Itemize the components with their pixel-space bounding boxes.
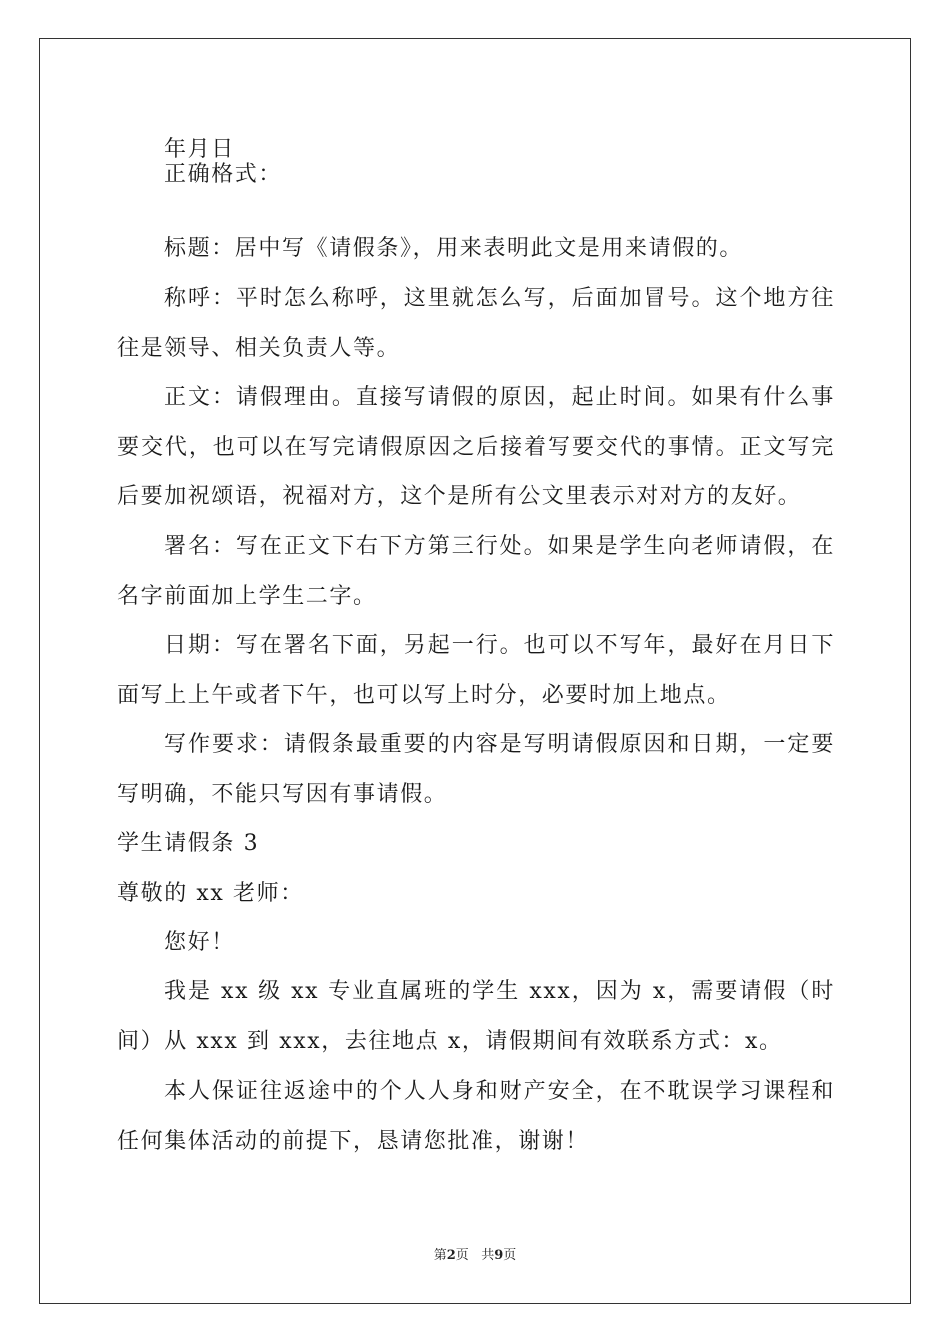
letter-salutation: 尊敬的 xx 老师：: [117, 881, 304, 906]
page-footer: [0, 1248, 950, 1264]
salutation-rule-paragraph: 称呼：平时怎么称呼，这里就怎么写，后面加冒号。这个地方往往是领导、相关负责人等。: [117, 286, 835, 361]
date-line: 年月日: [164, 137, 235, 162]
title-rule-paragraph: 标题：居中写《请假条》，用来表明此文是用来请假的。: [164, 236, 744, 261]
writing-requirement-paragraph: 写作要求：请假条最重要的内容是写明请假原因和日期，一定要写明确，不能只写因有事请假。: [117, 732, 835, 807]
signature-rule-paragraph: 署名：写在正文下右下方第三行处。如果是学生向老师请假，在名字前面加上学生二字。: [117, 534, 835, 609]
date-rule-paragraph: 日期：写在署名下面，另起一行。也可以不写年，最好在月日下面写上上午或者下午，也可以写上时分，必要时加上地点。: [117, 633, 835, 708]
footer-total-suffix: 页: [503, 1248, 517, 1263]
footer-total-prefix: 共: [481, 1248, 495, 1263]
footer-page-prefix: 第: [433, 1248, 447, 1263]
letter-guarantee-paragraph: 本人保证往返途中的个人人身和财产安全，在不耽误学习课程和任何集体活动的前提下，恳请您批准，谢谢！: [117, 1079, 835, 1154]
letter-greeting: 您好！: [164, 930, 235, 955]
format-heading: 正确格式：: [164, 162, 283, 187]
section-title: 学生请假条 3: [117, 831, 260, 856]
footer-page-number: 2: [446, 1248, 456, 1263]
footer-total-number: 9: [494, 1248, 504, 1263]
footer-page-suffix: 页: [455, 1248, 469, 1263]
body-rule-paragraph: 正文：请假理由。直接写请假的原因，起止时间。如果有什么事要交代，也可以在写完请假原因之后接着写要交代的事情。正文写完后要加祝颂语，祝福对方，这个是所有公文里表示对对方的友好。: [117, 385, 835, 509]
letter-body-paragraph: 我是 xx 级 xx 专业直属班的学生 xxx，因为 x，需要请假（时间）从 xxx 到 xxx，去往地点 x，请假期间有效联系方式：x。: [117, 979, 835, 1054]
